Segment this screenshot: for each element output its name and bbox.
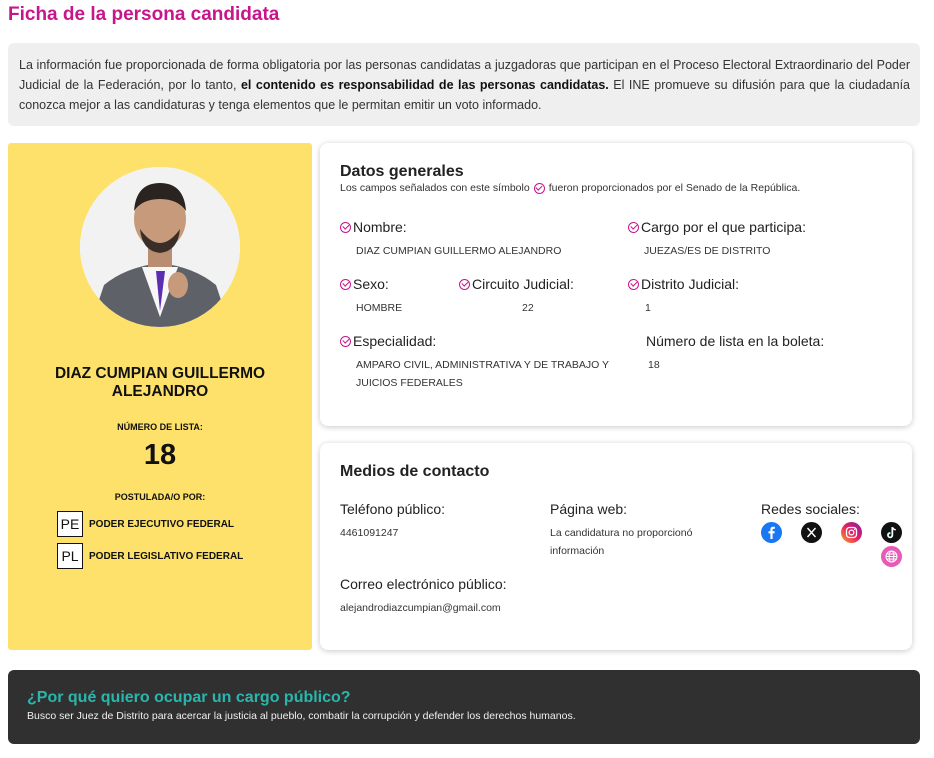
nominated-by-label: POSTULADA/O POR: (114, 492, 206, 502)
field-label: Cargo por el que participa: (641, 219, 806, 235)
verified-check-icon (628, 279, 639, 290)
disclaimer-text: La información fue proporcionada de forma obligatoria por las personas candidatas a juzgadoras que participan en el Proceso Electoral Extraordinario del Poder Judicial de la Federación, por lo tanto, (19, 58, 910, 92)
nominator-item (57, 542, 243, 570)
field-sexo (340, 276, 402, 317)
candidate-photo (80, 167, 240, 327)
field-nombre (340, 219, 561, 260)
instagram-icon[interactable] (841, 522, 862, 543)
list-number-label: NÚMERO DE LISTA: (117, 422, 203, 432)
field-label: Página web: (550, 501, 628, 517)
nominator-item (57, 510, 234, 538)
disclaimer-box (8, 43, 920, 126)
field-label: Distrito Judicial: (641, 276, 740, 292)
field-label: Número de lista en la boleta: (646, 333, 825, 349)
field-circuito (459, 276, 574, 317)
field-value: 4461091247 (340, 527, 399, 539)
field-label: Correo electrónico público: (340, 576, 507, 592)
facebook-icon[interactable] (761, 522, 782, 543)
nominator-name: PODER LEGISLATIVO FEDERAL (89, 550, 244, 562)
field-cargo (628, 219, 806, 260)
field-telefono (340, 501, 445, 542)
candidate-profile-card (8, 143, 312, 650)
field-redes (761, 501, 860, 517)
why-public-office-box (8, 670, 920, 744)
field-value: JUEZAS/ES DE DISTRITO (644, 245, 771, 257)
field-value: 18 (648, 359, 660, 371)
nominator-name: PODER EJECUTIVO FEDERAL (89, 518, 235, 530)
nominator-badge: PL (57, 543, 83, 569)
subtitle-text: Los campos señalados con este símbolo (340, 182, 530, 194)
general-data-subtitle (340, 182, 800, 194)
field-value: alejandrodiazcumpian@gmail.com (340, 602, 501, 614)
verified-check-icon (340, 222, 351, 233)
general-data-card (320, 143, 912, 426)
field-label: Redes sociales: (761, 501, 860, 517)
field-value: AMPARO CIVIL, ADMINISTRATIVA Y DE TRABAJO Y JUICIOS FEDERALES (356, 359, 609, 389)
contact-card (320, 443, 912, 650)
field-value: DIAZ CUMPIAN GUILLERMO ALEJANDRO (356, 245, 562, 257)
why-text: Busco ser Juez de Distrito para acercar la justicia al pueblo, combatir la corrupción y defender los derechos humanos. (27, 710, 576, 722)
field-label: Nombre: (353, 219, 407, 235)
verified-check-icon (628, 222, 639, 233)
disclaimer-text-end: El INE promueve su difusión para que la ciudadanía conozca mejor a las candidaturas y tenga elementos que le permitan emitir un voto informado. (19, 78, 910, 112)
verified-check-icon (340, 279, 351, 290)
verified-check-icon (459, 279, 470, 290)
why-title: ¿Por qué quiero ocupar un cargo público? (27, 689, 351, 706)
disclaimer-bold-text: el contenido es responsabilidad de las personas candidatas. (240, 78, 609, 92)
field-correo (340, 576, 507, 617)
candidate-name: DIAZ CUMPIAN GUILLERMO ALEJANDRO (54, 365, 266, 400)
x-icon[interactable] (801, 522, 822, 543)
verified-check-icon (340, 336, 351, 347)
field-value: 1 (645, 302, 651, 314)
general-data-title: Datos generales (340, 163, 464, 180)
field-distrito (628, 276, 739, 317)
field-label: Teléfono público: (340, 501, 446, 517)
field-value: 22 (522, 302, 534, 314)
field-numero-lista (646, 333, 824, 374)
field-pagina-web (550, 501, 720, 560)
subtitle-text-end: fueron proporcionados por el Senado de la República. (548, 182, 801, 194)
field-label: Sexo: (353, 276, 389, 292)
field-label: Especialidad: (353, 333, 437, 349)
nominator-badge: PE (57, 511, 83, 537)
web-icon[interactable] (881, 546, 902, 567)
list-number: 18 (143, 439, 177, 471)
field-especialidad (340, 333, 610, 392)
verified-check-icon (534, 183, 545, 194)
page-title: Ficha de la persona candidata (8, 4, 280, 25)
field-value: La candidatura no proporcionó información (550, 527, 693, 557)
contact-title: Medios de contacto (340, 463, 490, 480)
field-label: Circuito Judicial: (472, 276, 574, 292)
field-value: HOMBRE (356, 302, 403, 314)
tiktok-icon[interactable] (881, 522, 902, 543)
